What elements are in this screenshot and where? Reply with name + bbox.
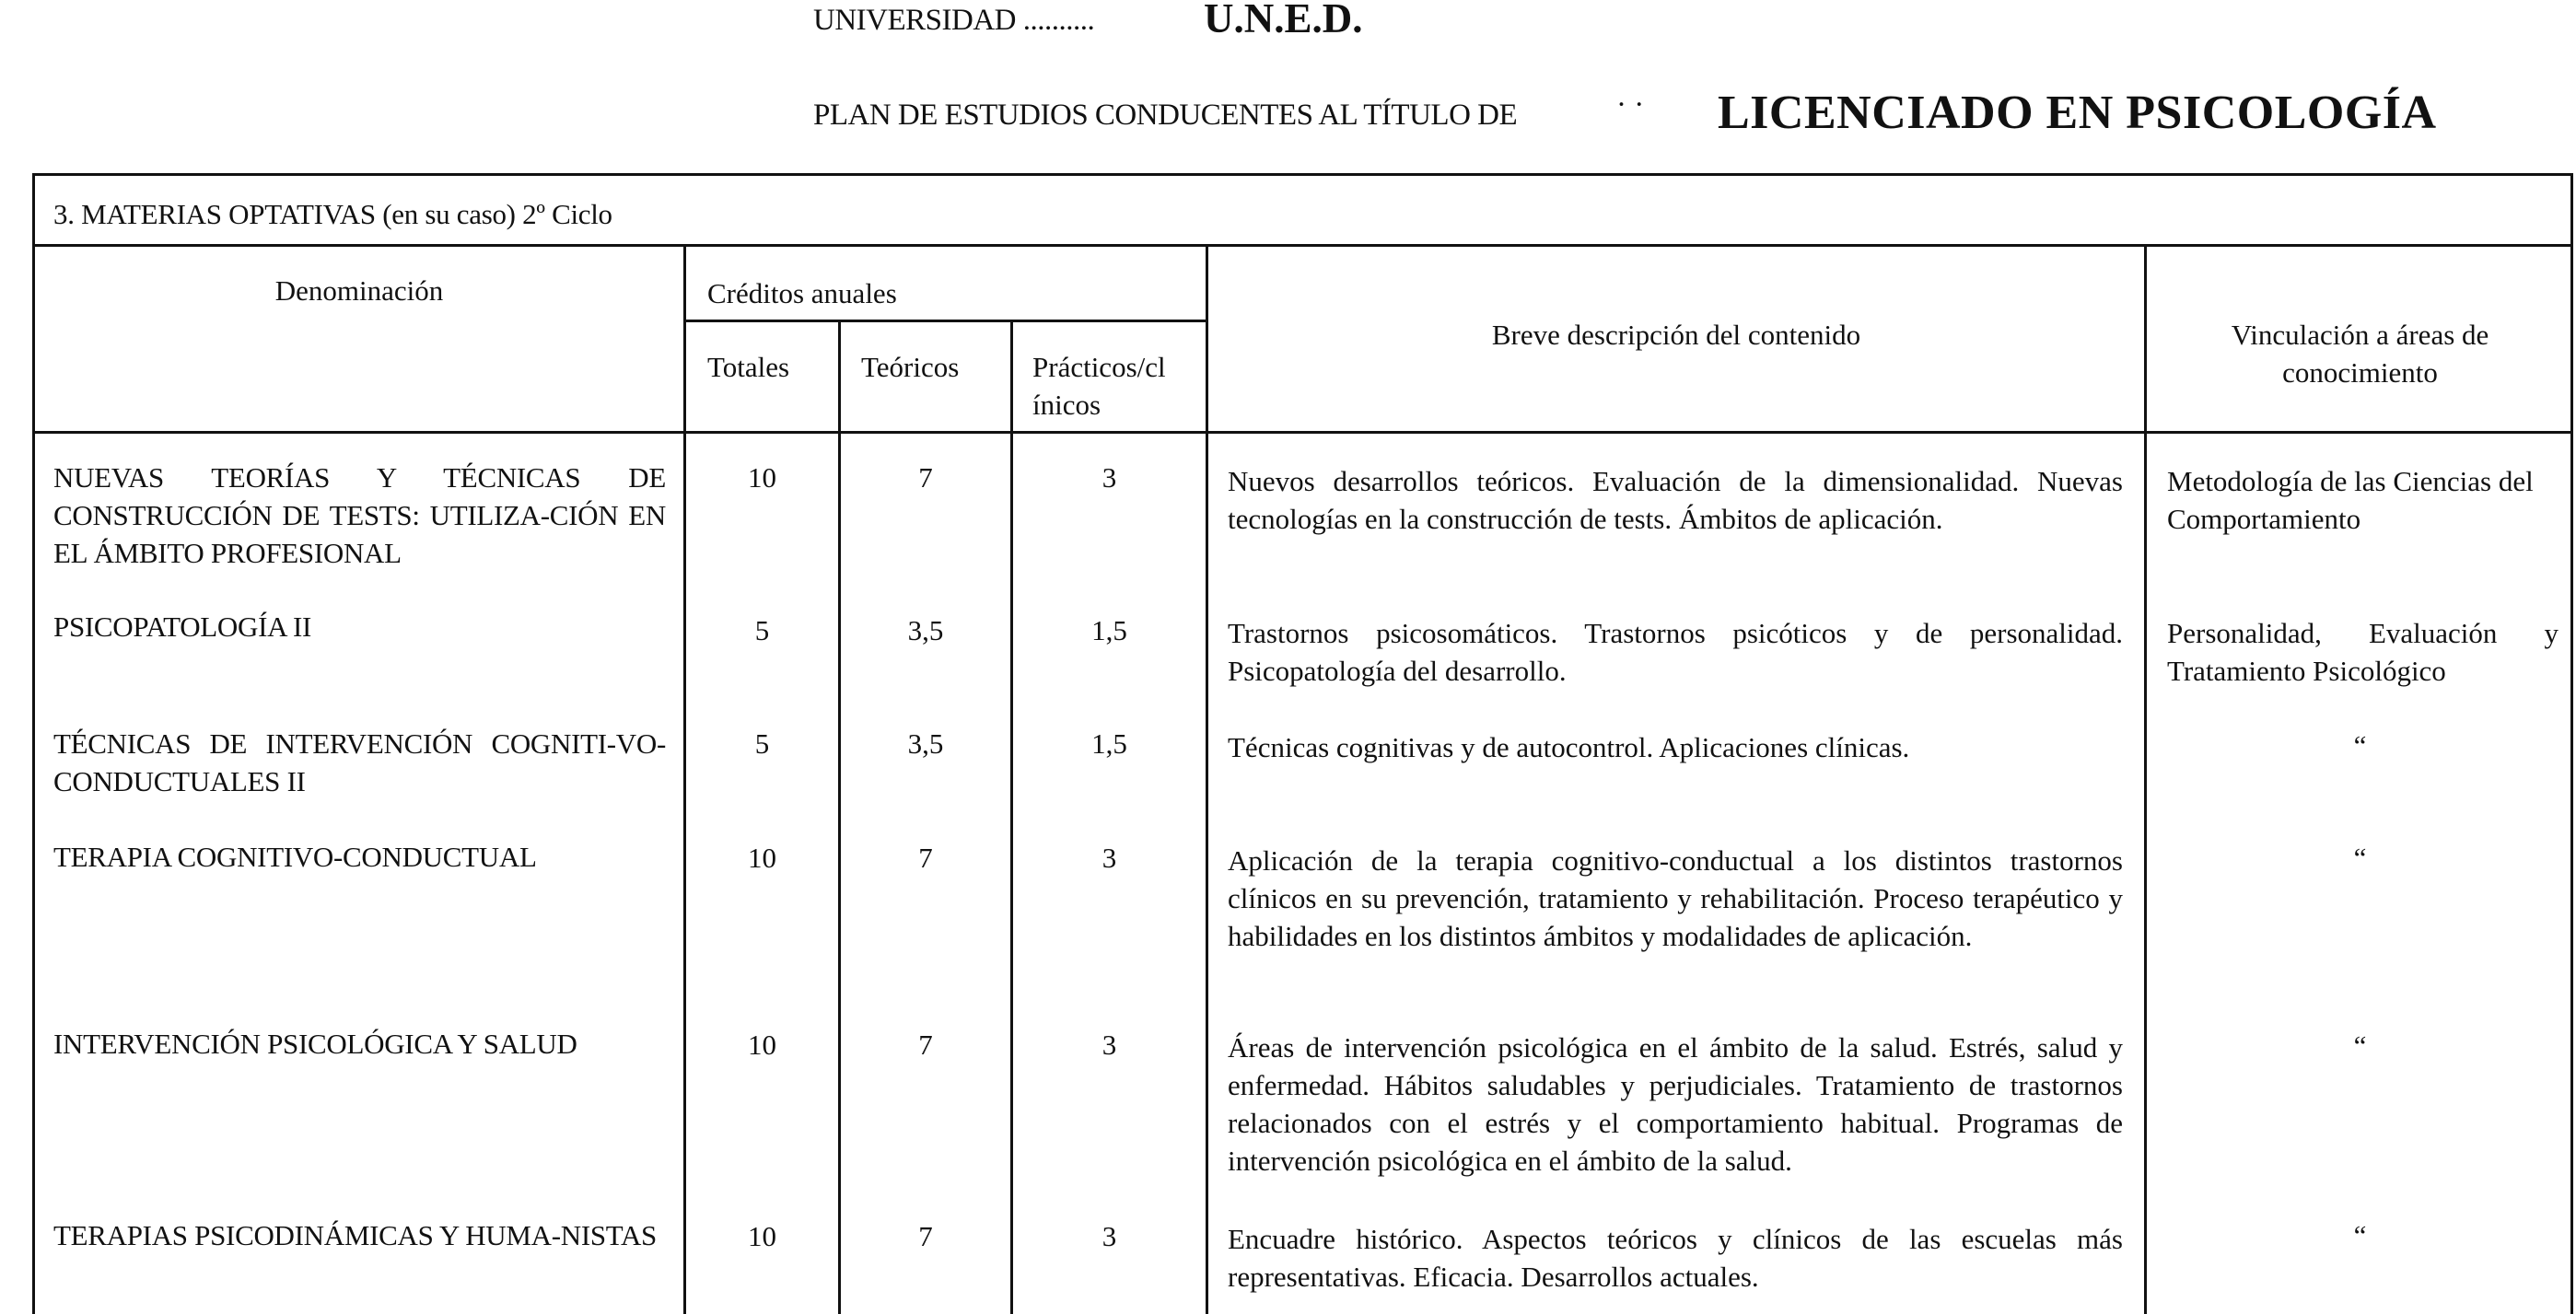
- credits-subheader-divider: [686, 320, 1208, 322]
- col-header-practicos-1: Prácticos/cl: [1032, 351, 1166, 383]
- degree-title: LICENCIADO EN PSICOLOGÍA: [1718, 87, 2437, 139]
- row-descripcion: Técnicas cognitivas y de autocontrol. Aplicaciones clínicas.: [1228, 731, 1910, 763]
- row-name: PSICOPATOLOGÍA II: [53, 610, 311, 643]
- col-divider-5: [2144, 244, 2147, 1314]
- row-name: TERAPIA COGNITIVO-CONDUCTUAL: [53, 841, 537, 873]
- row-descripcion: Áreas de intervención psicológica en el ámbito de la salud. Estrés, salud y enfermedad. Hábitos saludables y perjudiciales. Tratamiento de trastornos relacionados con el estrés y el comportamiento habitual. Programas de intervención psicológica en el ámbito de la salud.: [1228, 1031, 2123, 1177]
- section-title: 3. MATERIAS OPTATIVAS (en su caso) 2º Ciclo: [53, 198, 612, 230]
- row-practicos: 1,5: [1091, 727, 1127, 760]
- col-header-vinculacion-1: Vinculación a áreas de: [2231, 319, 2489, 351]
- row-totales: 5: [754, 727, 770, 760]
- row-vinculacion: Personalidad, Evaluación y Tratamiento Psicológico: [2167, 617, 2559, 687]
- row-practicos: 1,5: [1091, 614, 1127, 646]
- row-practicos: 3: [1102, 1220, 1117, 1252]
- row-descripcion: Aplicación de la terapia cognitivo-conductual a los distintos trastornos clínicos en su prevención, tratamiento y rehabilitación. Proceso terapéutico y habilidades en los distintos ámbitos y modalidades de aplicación.: [1228, 844, 2123, 952]
- row-totales: 10: [748, 1029, 776, 1061]
- row-practicos: 3: [1102, 461, 1117, 494]
- col-header-practicos-2: ínicos: [1032, 389, 1102, 421]
- row-teoricos: 3,5: [907, 614, 944, 646]
- row-totales: 10: [748, 461, 776, 494]
- row-name: TÉCNICAS DE INTERVENCIÓN COGNITI-VO-CONDUCTUALES II: [53, 727, 666, 797]
- row-descripcion: Encuadre histórico. Aspectos teóricos y clínicos de las escuelas más representativas. Eficacia. Desarrollos actuales.: [1228, 1223, 2123, 1293]
- row-name: TERAPIAS PSICODINÁMICAS Y HUMA-NISTAS: [53, 1219, 657, 1251]
- section-divider: [32, 244, 2573, 247]
- row-name: NUEVAS TEORÍAS Y TÉCNICAS DE CONSTRUCCIÓN DE TESTS: UTILIZA-CIÓN EN EL ÁMBITO PROFESIONAL: [53, 461, 666, 569]
- col-header-totales: Totales: [707, 351, 790, 383]
- plan-label: PLAN DE ESTUDIOS CONDUCENTES AL TÍTULO DE: [813, 99, 1518, 132]
- row-teoricos: 7: [918, 842, 933, 874]
- col-divider-1: [683, 244, 686, 1314]
- col-header-descripcion: Breve descripción del contenido: [1491, 319, 1861, 351]
- row-teoricos: 7: [918, 1029, 933, 1061]
- row-teoricos: 3,5: [907, 727, 944, 760]
- row-vinculacion-ditto: “: [2353, 1029, 2367, 1062]
- row-teoricos: 7: [918, 1220, 933, 1252]
- row-descripcion: Nuevos desarrollos teóricos. Evaluación de la dimensionalidad. Nuevas tecnologías en la construcción de tests. Ámbitos de aplicación.: [1228, 465, 2123, 535]
- row-totales: 10: [748, 1220, 776, 1252]
- col-header-denominacion: Denominación: [274, 274, 444, 307]
- title-dots: · ·: [1616, 88, 1645, 122]
- row-vinculacion-ditto: “: [2353, 1219, 2367, 1251]
- row-teoricos: 7: [918, 461, 933, 494]
- row-practicos: 3: [1102, 1029, 1117, 1061]
- row-totales: 5: [754, 614, 770, 646]
- university-label: UNIVERSIDAD ..........: [813, 4, 1095, 37]
- col-header-creditos: Créditos anuales: [707, 277, 897, 309]
- row-vinculacion-ditto: “: [2353, 729, 2367, 762]
- row-vinculacion: Metodología de las Ciencias del Comportamiento: [2167, 465, 2534, 535]
- col-divider-4: [1206, 244, 1208, 1314]
- row-totales: 10: [748, 842, 776, 874]
- col-header-vinculacion-2: conocimiento: [2282, 356, 2438, 389]
- university-name: U.N.E.D.: [1204, 0, 1363, 41]
- row-name: INTERVENCIÓN PSICOLÓGICA Y SALUD: [53, 1028, 577, 1060]
- row-vinculacion-ditto: “: [2353, 842, 2367, 874]
- col-header-teoricos: Teóricos: [861, 351, 960, 383]
- header-divider: [32, 431, 2573, 434]
- row-descripcion: Trastornos psicosomáticos. Trastornos psicóticos y de personalidad. Psicopatología del desarrollo.: [1228, 617, 2123, 687]
- row-practicos: 3: [1102, 842, 1117, 874]
